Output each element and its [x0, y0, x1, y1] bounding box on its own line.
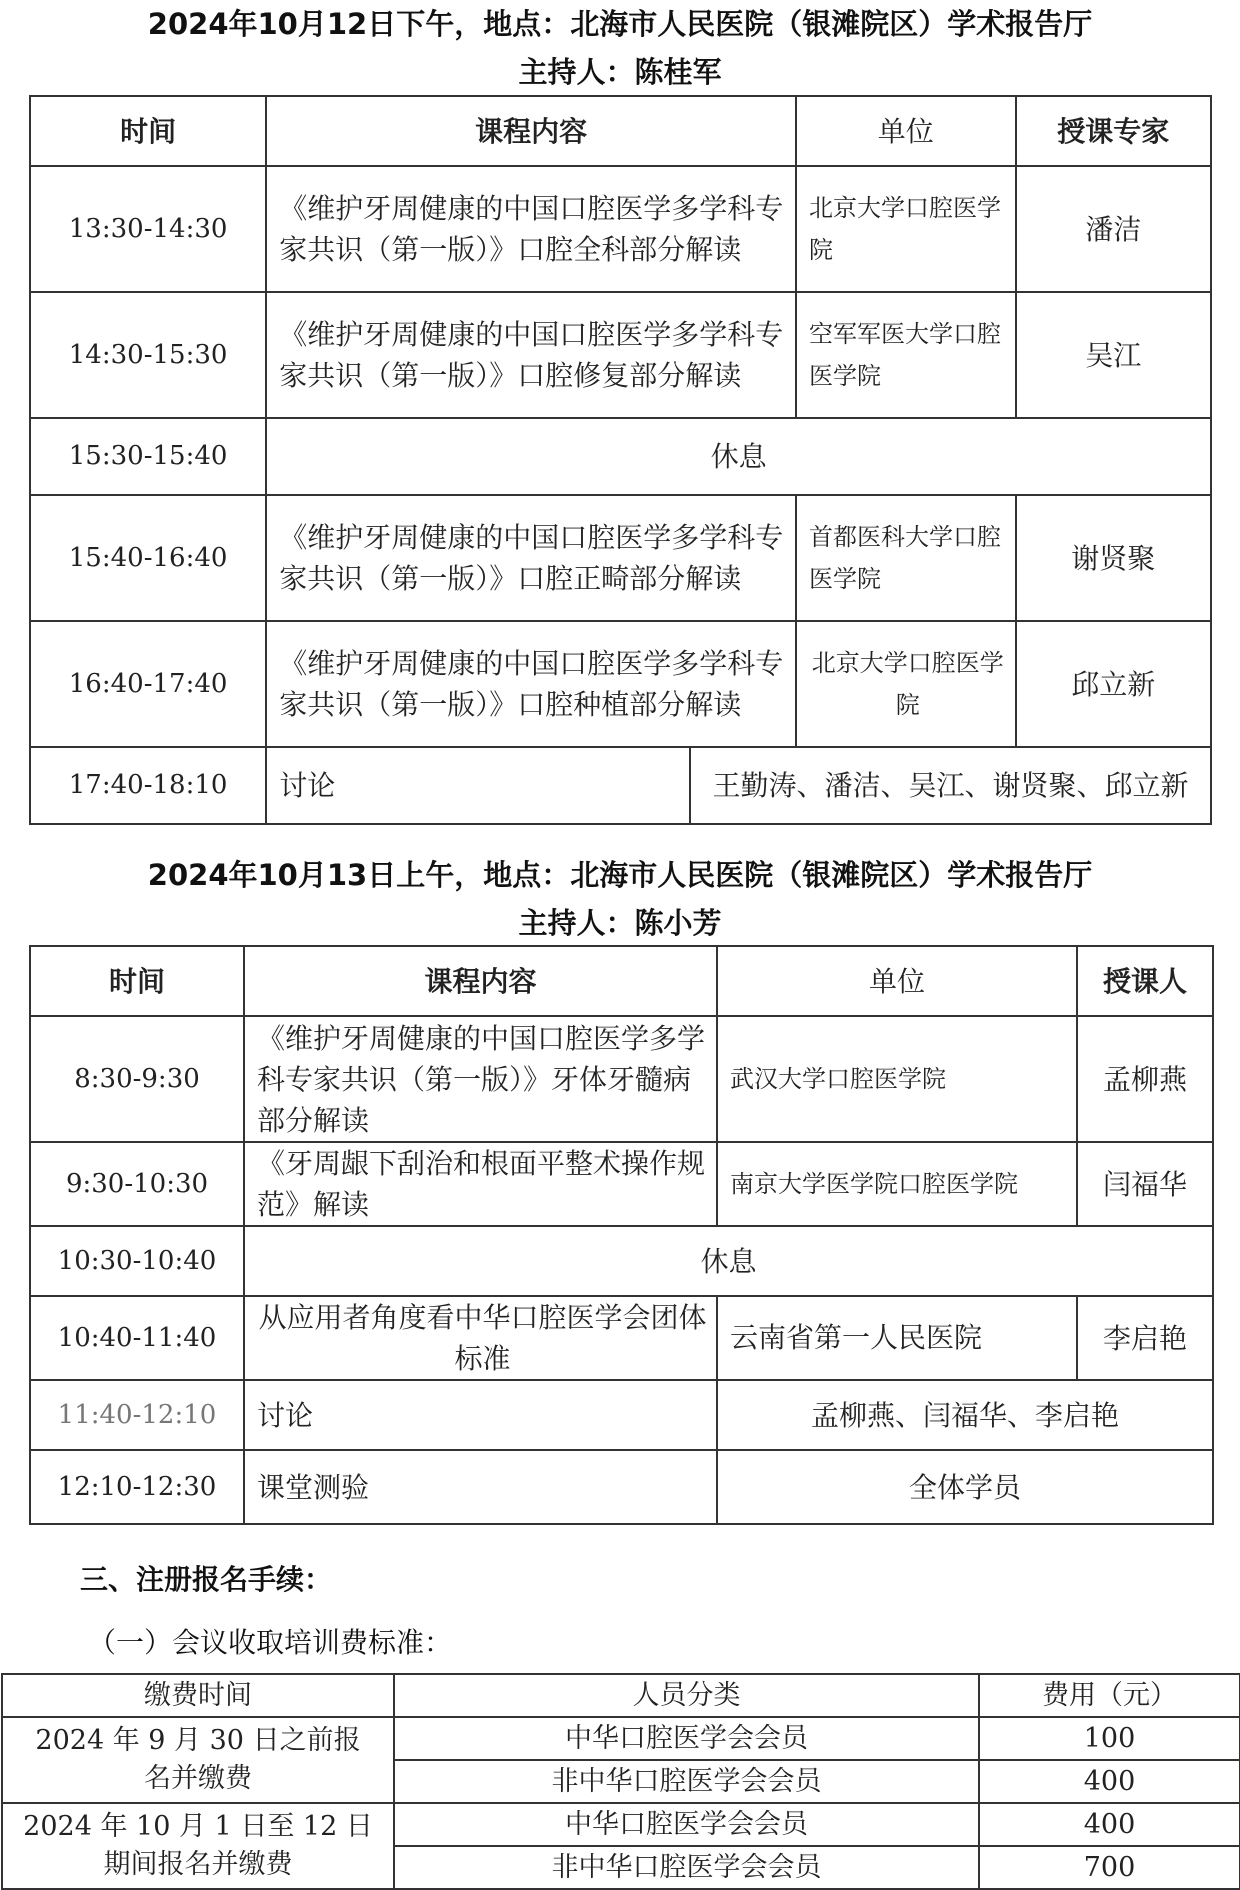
- table-row: [30, 495, 1211, 621]
- fee-category: 中华口腔医学会会员: [394, 1803, 979, 1846]
- cell-content: 讨论: [244, 1380, 717, 1450]
- session1-table: [29, 95, 1212, 825]
- cell-unit: 北京大学口腔医学院: [796, 166, 1016, 292]
- fee-col-header-category: 人员分类: [394, 1674, 979, 1717]
- table-header-row: [30, 946, 1213, 1016]
- cell-unit: 武汉大学口腔医学院: [717, 1016, 1077, 1142]
- col-header-expert: 授课专家: [1016, 96, 1211, 166]
- session1-title: 2024年10月12日下午，地点：北海市人民医院（银滩院区）学术报告厅: [147, 7, 1093, 41]
- cell-time: 16:40-17:40: [30, 621, 266, 747]
- cell-time: 10:30-10:40: [30, 1226, 244, 1296]
- col-header-content: 课程内容: [244, 946, 717, 1016]
- table-row: [30, 1450, 1213, 1524]
- session2-title: 2024年10月13日上午，地点：北海市人民医院（银滩院区）学术报告厅: [147, 858, 1093, 892]
- cell-unit: 首都医科大学口腔医学院: [796, 495, 1016, 621]
- cell-time: 9:30-10:30: [30, 1142, 244, 1226]
- fee-row: [2, 1803, 1240, 1846]
- fee-amount: 400: [979, 1760, 1240, 1803]
- cell-unit: 南京大学医学院口腔医学院: [717, 1142, 1077, 1226]
- cell-content: 《牙周龈下刮治和根面平整术操作规范》解读: [244, 1142, 717, 1226]
- cell-expert: 孟柳燕: [1077, 1016, 1213, 1142]
- cell-content: 讨论: [266, 747, 690, 824]
- fee-amount: 100: [979, 1717, 1240, 1760]
- table-header-row: [30, 96, 1211, 166]
- col-header-unit: 单位: [796, 96, 1016, 166]
- table-row: [30, 747, 1211, 824]
- fee-category: 非中华口腔医学会会员: [394, 1846, 979, 1889]
- cell-expert: 谢贤聚: [1016, 495, 1211, 621]
- fee-table: [1, 1673, 1240, 1890]
- fee-amount: 700: [979, 1846, 1240, 1889]
- col-header-content: 课程内容: [266, 96, 796, 166]
- cell-expert: 吴江: [1016, 292, 1211, 418]
- cell-content: 《维护牙周健康的中国口腔医学多学科专家共识（第一版）》口腔全科部分解读: [266, 166, 796, 292]
- fee-col-header-period: 缴费时间: [2, 1674, 394, 1717]
- table-row: [30, 418, 1211, 495]
- fee-category: 非中华口腔医学会会员: [394, 1760, 979, 1803]
- cell-expert: 李启艳: [1077, 1296, 1213, 1380]
- cell-time: 17:40-18:10: [30, 747, 266, 824]
- cell-content: 课堂测验: [244, 1450, 717, 1524]
- cell-content: 《维护牙周健康的中国口腔医学多学科专家共识（第一版）》牙体牙髓病部分解读: [244, 1016, 717, 1142]
- table-row: [30, 1296, 1213, 1380]
- cell-content: 从应用者角度看中华口腔医学会团体标准: [244, 1296, 717, 1380]
- table-row: [30, 1016, 1213, 1142]
- cell-unit: 北京大学口腔医学院: [796, 621, 1016, 747]
- fee-category: 中华口腔医学会会员: [394, 1717, 979, 1760]
- fee-amount: 400: [979, 1803, 1240, 1846]
- table-row: [30, 166, 1211, 292]
- registration-subheading: （一）会议收取培训费标准：: [88, 1626, 453, 1659]
- fee-period: 2024 年 10 月 1 日至 12 日期间报名并缴费: [2, 1803, 394, 1889]
- session1-host: 主持人：陈桂军: [518, 55, 722, 89]
- cell-expert: 闫福华: [1077, 1142, 1213, 1226]
- cell-unit: 云南省第一人民医院: [717, 1296, 1077, 1380]
- cell-time: 15:40-16:40: [30, 495, 266, 621]
- cell-time: 10:40-11:40: [30, 1296, 244, 1380]
- fee-row: [2, 1717, 1240, 1760]
- cell-experts: 全体学员: [717, 1450, 1213, 1524]
- cell-time: 13:30-14:30: [30, 166, 266, 292]
- table-row: [30, 621, 1211, 747]
- table-row: [30, 292, 1211, 418]
- session2-host: 主持人：陈小芳: [518, 906, 722, 940]
- cell-expert: 潘洁: [1016, 166, 1211, 292]
- cell-time: 14:30-15:30: [30, 292, 266, 418]
- cell-expert: 邱立新: [1016, 621, 1211, 747]
- fee-header-row: [2, 1674, 1240, 1717]
- cell-time: 8:30-9:30: [30, 1016, 244, 1142]
- cell-content: 《维护牙周健康的中国口腔医学多学科专家共识（第一版）》口腔修复部分解读: [266, 292, 796, 418]
- cell-break: 休息: [266, 418, 1211, 495]
- cell-time: 12:10-12:30: [30, 1450, 244, 1524]
- cell-break: 休息: [244, 1226, 1213, 1296]
- fee-period: 2024 年 9 月 30 日之前报名并缴费: [2, 1717, 394, 1803]
- registration-heading: 三、注册报名手续：: [80, 1563, 333, 1596]
- col-header-time: 时间: [30, 946, 244, 1016]
- cell-unit: 空军军医大学口腔医学院: [796, 292, 1016, 418]
- session2-table: [29, 945, 1214, 1525]
- cell-content: 《维护牙周健康的中国口腔医学多学科专家共识（第一版）》口腔种植部分解读: [266, 621, 796, 747]
- table-row: [30, 1142, 1213, 1226]
- cell-time: 15:30-15:40: [30, 418, 266, 495]
- col-header-expert: 授课人: [1077, 946, 1213, 1016]
- col-header-unit: 单位: [717, 946, 1077, 1016]
- cell-time: 11:40-12:10: [30, 1380, 244, 1450]
- col-header-time: 时间: [30, 96, 266, 166]
- table-row: [30, 1226, 1213, 1296]
- cell-experts: 孟柳燕、闫福华、李启艳: [717, 1380, 1213, 1450]
- cell-experts: 王勤涛、潘洁、吴江、谢贤聚、邱立新: [690, 747, 1211, 824]
- fee-col-header-fee: 费用（元）: [979, 1674, 1240, 1717]
- cell-content: 《维护牙周健康的中国口腔医学多学科专家共识（第一版）》口腔正畸部分解读: [266, 495, 796, 621]
- table-row: [30, 1380, 1213, 1450]
